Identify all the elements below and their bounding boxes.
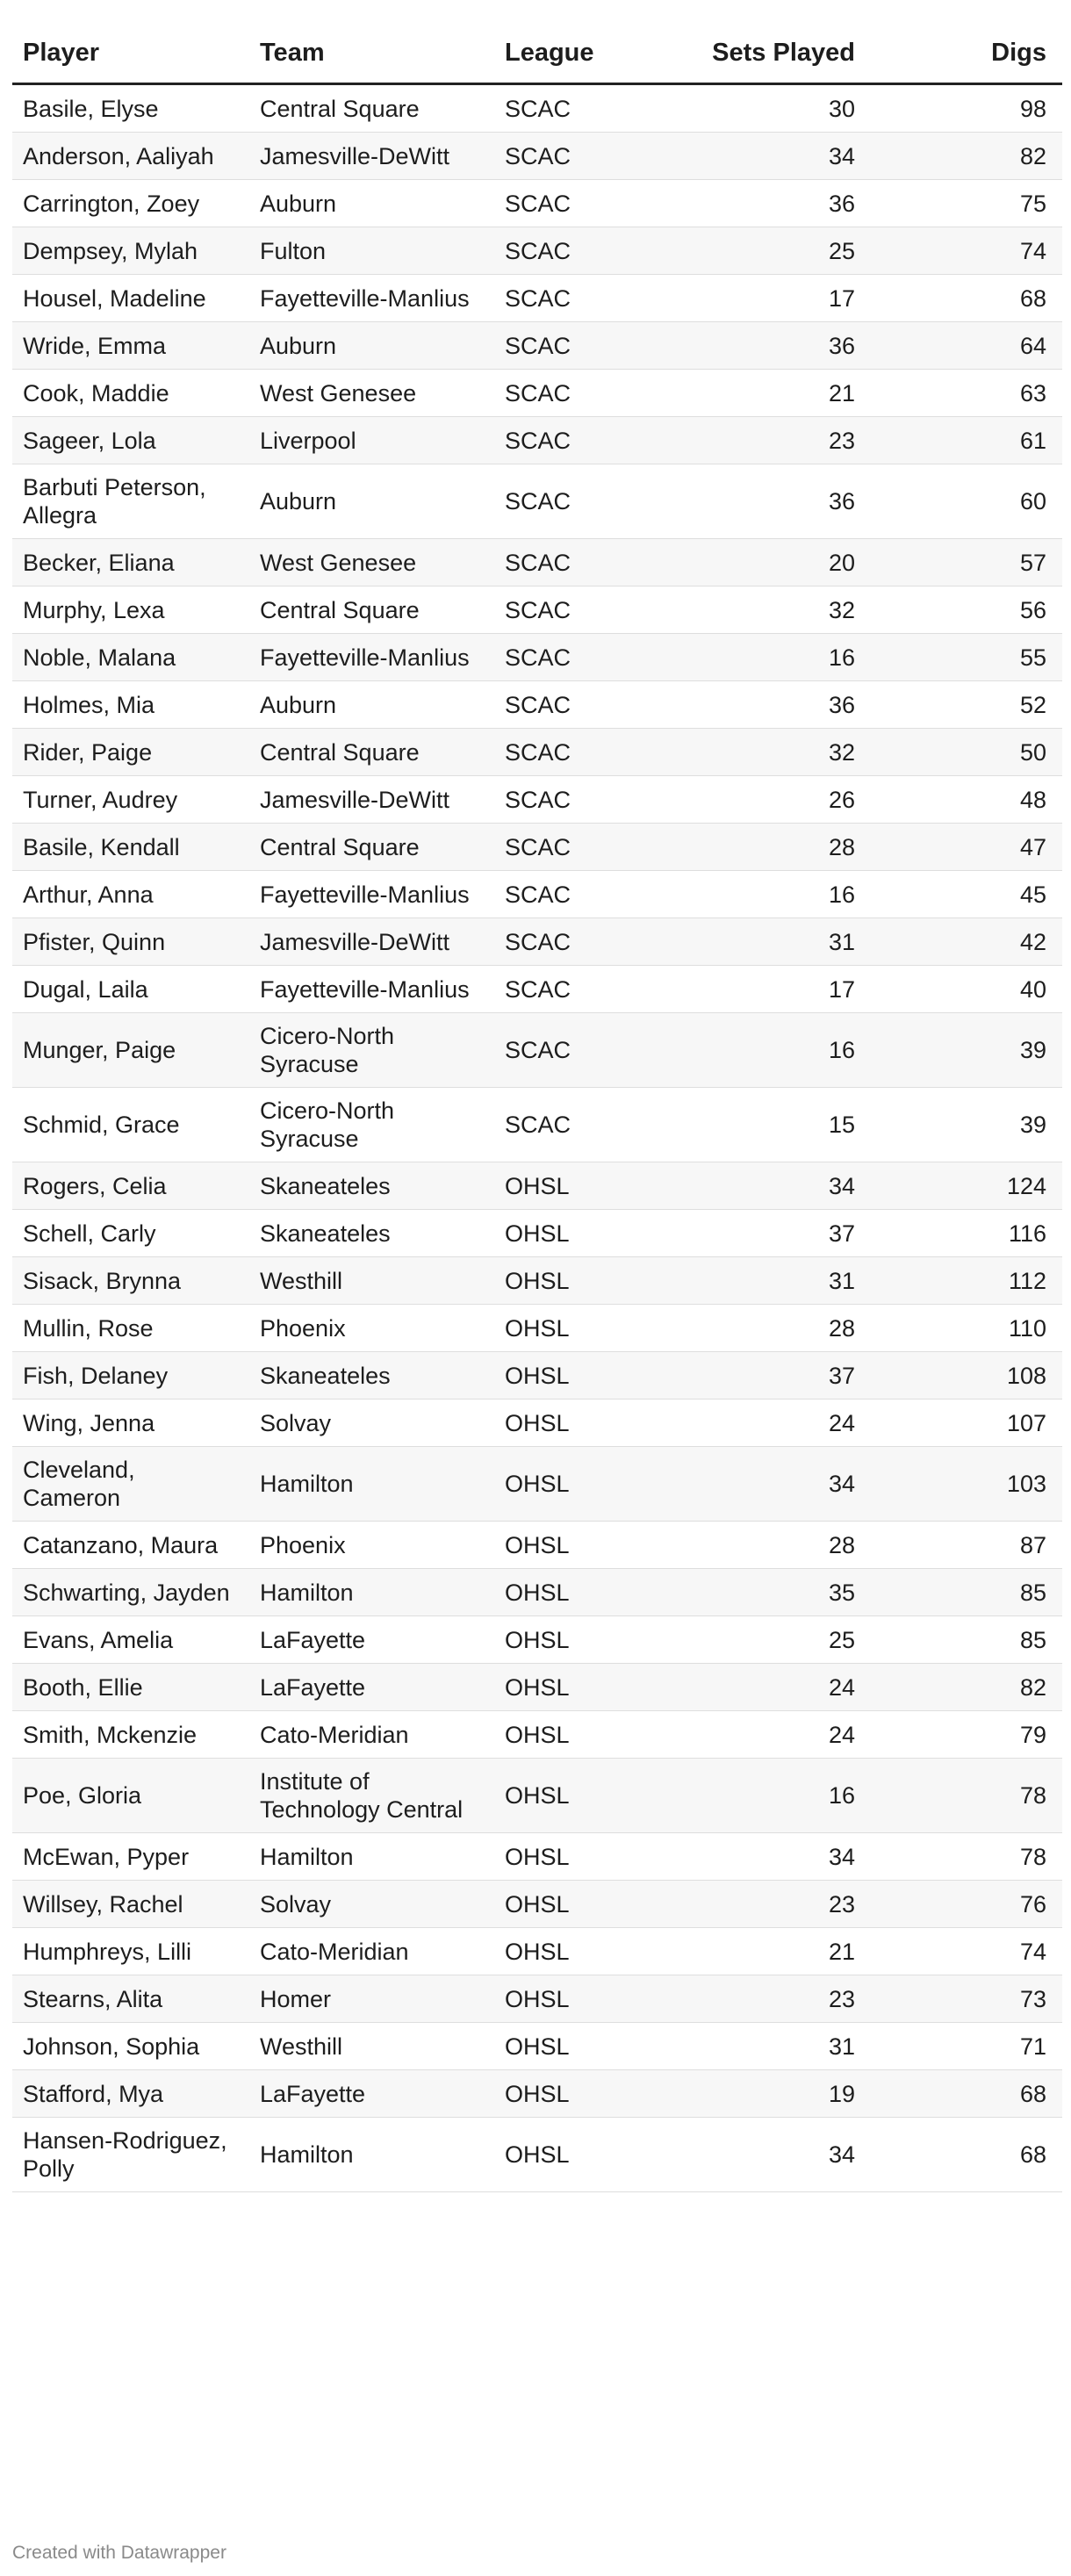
column-header-league[interactable]: League	[494, 21, 682, 84]
cell-sets-played: 23	[682, 1881, 871, 1928]
cell-player: Wing, Jenna	[12, 1400, 249, 1447]
cell-league: OHSL	[494, 1975, 682, 2023]
table-row	[12, 180, 1062, 227]
table-row	[12, 417, 1062, 464]
cell-sets-played: 17	[682, 966, 871, 1013]
cell-digs: 82	[871, 133, 1062, 180]
cell-team: Fayetteville-Manlius	[249, 966, 494, 1013]
cell-team: Central Square	[249, 824, 494, 871]
table-row	[12, 1400, 1062, 1447]
cell-league: SCAC	[494, 227, 682, 275]
cell-digs: 82	[871, 1664, 1062, 1711]
cell-player: Pfister, Quinn	[12, 918, 249, 966]
cell-player: Basile, Kendall	[12, 824, 249, 871]
cell-player: Hansen-Rodriguez, Polly	[12, 2118, 249, 2192]
cell-team: West Genesee	[249, 370, 494, 417]
cell-team: Cato-Meridian	[249, 1711, 494, 1759]
cell-team: Central Square	[249, 586, 494, 634]
table-row	[12, 681, 1062, 729]
cell-digs: 55	[871, 634, 1062, 681]
cell-team: Cicero-North Syracuse	[249, 1088, 494, 1162]
cell-digs: 98	[871, 84, 1062, 133]
table-row	[12, 227, 1062, 275]
column-header-digs[interactable]: Digs	[871, 21, 1062, 84]
cell-digs: 56	[871, 586, 1062, 634]
cell-sets-played: 28	[682, 1522, 871, 1569]
cell-digs: 39	[871, 1013, 1062, 1088]
cell-team: Hamilton	[249, 1833, 494, 1881]
table-row	[12, 1305, 1062, 1352]
cell-league: OHSL	[494, 1447, 682, 1522]
table-row	[12, 322, 1062, 370]
cell-team: Auburn	[249, 464, 494, 539]
table-row	[12, 918, 1062, 966]
cell-digs: 75	[871, 180, 1062, 227]
cell-digs: 39	[871, 1088, 1062, 1162]
cell-sets-played: 32	[682, 729, 871, 776]
cell-digs: 124	[871, 1162, 1062, 1210]
cell-team: LaFayette	[249, 1616, 494, 1664]
data-table-container	[12, 21, 1062, 2192]
cell-league: OHSL	[494, 2118, 682, 2192]
cell-digs: 57	[871, 539, 1062, 586]
column-header-player[interactable]: Player	[12, 21, 249, 84]
cell-digs: 71	[871, 2023, 1062, 2070]
cell-player: Dempsey, Mylah	[12, 227, 249, 275]
cell-digs: 60	[871, 464, 1062, 539]
cell-league: OHSL	[494, 1257, 682, 1305]
table-row	[12, 1711, 1062, 1759]
table-row	[12, 464, 1062, 539]
table-row	[12, 539, 1062, 586]
cell-player: Cleveland, Cameron	[12, 1447, 249, 1522]
cell-league: SCAC	[494, 370, 682, 417]
table-row	[12, 2070, 1062, 2118]
cell-sets-played: 23	[682, 1975, 871, 2023]
cell-team: Hamilton	[249, 1447, 494, 1522]
cell-team: Institute of Technology Central	[249, 1759, 494, 1833]
cell-sets-played: 31	[682, 2023, 871, 2070]
cell-digs: 85	[871, 1616, 1062, 1664]
cell-league: SCAC	[494, 417, 682, 464]
cell-team: Homer	[249, 1975, 494, 2023]
cell-team: Phoenix	[249, 1305, 494, 1352]
table-row	[12, 871, 1062, 918]
cell-league: OHSL	[494, 1664, 682, 1711]
table-row	[12, 275, 1062, 322]
table-row	[12, 1928, 1062, 1975]
cell-sets-played: 31	[682, 918, 871, 966]
cell-team: Auburn	[249, 180, 494, 227]
cell-league: SCAC	[494, 824, 682, 871]
cell-player: Turner, Audrey	[12, 776, 249, 824]
cell-team: Hamilton	[249, 1569, 494, 1616]
cell-player: Evans, Amelia	[12, 1616, 249, 1664]
cell-league: SCAC	[494, 729, 682, 776]
cell-team: Liverpool	[249, 417, 494, 464]
table-row	[12, 776, 1062, 824]
table-row	[12, 1013, 1062, 1088]
cell-sets-played: 15	[682, 1088, 871, 1162]
cell-player: Munger, Paige	[12, 1013, 249, 1088]
cell-league: OHSL	[494, 1616, 682, 1664]
cell-digs: 112	[871, 1257, 1062, 1305]
cell-team: Central Square	[249, 84, 494, 133]
cell-league: OHSL	[494, 1352, 682, 1400]
cell-player: Mullin, Rose	[12, 1305, 249, 1352]
cell-sets-played: 16	[682, 1013, 871, 1088]
cell-player: Schell, Carly	[12, 1210, 249, 1257]
cell-digs: 78	[871, 1833, 1062, 1881]
cell-digs: 79	[871, 1711, 1062, 1759]
table-row	[12, 729, 1062, 776]
cell-league: SCAC	[494, 275, 682, 322]
cell-league: SCAC	[494, 1088, 682, 1162]
cell-sets-played: 37	[682, 1352, 871, 1400]
cell-digs: 68	[871, 275, 1062, 322]
cell-league: SCAC	[494, 634, 682, 681]
cell-sets-played: 36	[682, 681, 871, 729]
cell-player: Murphy, Lexa	[12, 586, 249, 634]
cell-team: Solvay	[249, 1881, 494, 1928]
cell-league: OHSL	[494, 1162, 682, 1210]
cell-team: Fayetteville-Manlius	[249, 871, 494, 918]
cell-sets-played: 34	[682, 1833, 871, 1881]
table-row	[12, 1162, 1062, 1210]
cell-digs: 42	[871, 918, 1062, 966]
cell-digs: 74	[871, 1928, 1062, 1975]
cell-player: Anderson, Aaliyah	[12, 133, 249, 180]
table-row	[12, 1088, 1062, 1162]
cell-league: OHSL	[494, 1305, 682, 1352]
cell-player: Cook, Maddie	[12, 370, 249, 417]
table-row	[12, 966, 1062, 1013]
cell-sets-played: 34	[682, 133, 871, 180]
cell-digs: 52	[871, 681, 1062, 729]
cell-player: Becker, Eliana	[12, 539, 249, 586]
cell-player: Rogers, Celia	[12, 1162, 249, 1210]
cell-digs: 68	[871, 2118, 1062, 2192]
cell-sets-played: 28	[682, 824, 871, 871]
cell-team: LaFayette	[249, 2070, 494, 2118]
cell-player: Stearns, Alita	[12, 1975, 249, 2023]
cell-league: OHSL	[494, 1711, 682, 1759]
cell-league: OHSL	[494, 1522, 682, 1569]
cell-team: Auburn	[249, 681, 494, 729]
table-row	[12, 2118, 1062, 2192]
cell-player: Sisack, Brynna	[12, 1257, 249, 1305]
cell-team: Fayetteville-Manlius	[249, 275, 494, 322]
cell-player: Smith, Mckenzie	[12, 1711, 249, 1759]
cell-sets-played: 37	[682, 1210, 871, 1257]
cell-sets-played: 16	[682, 634, 871, 681]
cell-league: OHSL	[494, 1400, 682, 1447]
cell-league: SCAC	[494, 180, 682, 227]
cell-sets-played: 19	[682, 2070, 871, 2118]
cell-sets-played: 23	[682, 417, 871, 464]
cell-league: SCAC	[494, 322, 682, 370]
cell-digs: 47	[871, 824, 1062, 871]
cell-sets-played: 24	[682, 1711, 871, 1759]
cell-sets-played: 35	[682, 1569, 871, 1616]
cell-player: Noble, Malana	[12, 634, 249, 681]
cell-player: Schmid, Grace	[12, 1088, 249, 1162]
column-header-sets-played[interactable]: Sets Played	[682, 21, 871, 84]
cell-league: SCAC	[494, 1013, 682, 1088]
cell-team: LaFayette	[249, 1664, 494, 1711]
cell-league: SCAC	[494, 966, 682, 1013]
table-row	[12, 1759, 1062, 1833]
cell-digs: 103	[871, 1447, 1062, 1522]
table-row	[12, 2023, 1062, 2070]
stats-table	[12, 21, 1062, 2192]
column-header-team[interactable]: Team	[249, 21, 494, 84]
cell-digs: 63	[871, 370, 1062, 417]
cell-digs: 61	[871, 417, 1062, 464]
cell-digs: 45	[871, 871, 1062, 918]
cell-league: OHSL	[494, 1569, 682, 1616]
cell-league: SCAC	[494, 133, 682, 180]
cell-digs: 40	[871, 966, 1062, 1013]
cell-digs: 78	[871, 1759, 1062, 1833]
table-row	[12, 370, 1062, 417]
cell-team: Westhill	[249, 2023, 494, 2070]
cell-team: Hamilton	[249, 2118, 494, 2192]
cell-league: OHSL	[494, 1759, 682, 1833]
cell-sets-played: 20	[682, 539, 871, 586]
cell-player: Carrington, Zoey	[12, 180, 249, 227]
cell-sets-played: 31	[682, 1257, 871, 1305]
cell-sets-played: 17	[682, 275, 871, 322]
table-row	[12, 1447, 1062, 1522]
datawrapper-credit: Created with Datawrapper	[12, 2543, 226, 2563]
cell-team: Central Square	[249, 729, 494, 776]
cell-sets-played: 30	[682, 84, 871, 133]
cell-team: Auburn	[249, 322, 494, 370]
cell-team: Cato-Meridian	[249, 1928, 494, 1975]
cell-league: OHSL	[494, 2023, 682, 2070]
cell-player: Barbuti Peterson, Allegra	[12, 464, 249, 539]
cell-league: OHSL	[494, 1833, 682, 1881]
cell-sets-played: 36	[682, 322, 871, 370]
cell-player: Rider, Paige	[12, 729, 249, 776]
cell-sets-played: 36	[682, 180, 871, 227]
cell-sets-played: 16	[682, 871, 871, 918]
cell-league: SCAC	[494, 871, 682, 918]
cell-league: SCAC	[494, 918, 682, 966]
cell-sets-played: 28	[682, 1305, 871, 1352]
cell-league: SCAC	[494, 586, 682, 634]
cell-digs: 48	[871, 776, 1062, 824]
table-row	[12, 1833, 1062, 1881]
cell-team: Solvay	[249, 1400, 494, 1447]
cell-digs: 73	[871, 1975, 1062, 2023]
table-row	[12, 1257, 1062, 1305]
table-header-row	[12, 21, 1062, 84]
cell-league: OHSL	[494, 1881, 682, 1928]
table-row	[12, 133, 1062, 180]
cell-player: Fish, Delaney	[12, 1352, 249, 1400]
cell-digs: 87	[871, 1522, 1062, 1569]
table-row	[12, 1975, 1062, 2023]
table-row	[12, 84, 1062, 133]
table-row	[12, 1352, 1062, 1400]
cell-sets-played: 25	[682, 227, 871, 275]
cell-league: OHSL	[494, 2070, 682, 2118]
cell-player: Poe, Gloria	[12, 1759, 249, 1833]
cell-team: West Genesee	[249, 539, 494, 586]
table-body	[12, 84, 1062, 2192]
cell-player: Arthur, Anna	[12, 871, 249, 918]
table-row	[12, 824, 1062, 871]
table-row	[12, 1522, 1062, 1569]
cell-team: Skaneateles	[249, 1352, 494, 1400]
cell-digs: 74	[871, 227, 1062, 275]
cell-player: McEwan, Pyper	[12, 1833, 249, 1881]
cell-player: Holmes, Mia	[12, 681, 249, 729]
cell-sets-played: 21	[682, 370, 871, 417]
cell-player: Booth, Ellie	[12, 1664, 249, 1711]
cell-player: Johnson, Sophia	[12, 2023, 249, 2070]
cell-digs: 85	[871, 1569, 1062, 1616]
cell-sets-played: 24	[682, 1664, 871, 1711]
table-row	[12, 1569, 1062, 1616]
cell-sets-played: 25	[682, 1616, 871, 1664]
cell-sets-played: 24	[682, 1400, 871, 1447]
cell-team: Jamesville-DeWitt	[249, 133, 494, 180]
cell-league: SCAC	[494, 464, 682, 539]
cell-player: Willsey, Rachel	[12, 1881, 249, 1928]
cell-sets-played: 32	[682, 586, 871, 634]
cell-player: Dugal, Laila	[12, 966, 249, 1013]
table-row	[12, 1210, 1062, 1257]
cell-digs: 107	[871, 1400, 1062, 1447]
cell-team: Cicero-North Syracuse	[249, 1013, 494, 1088]
cell-league: SCAC	[494, 776, 682, 824]
cell-sets-played: 21	[682, 1928, 871, 1975]
cell-digs: 50	[871, 729, 1062, 776]
cell-league: SCAC	[494, 84, 682, 133]
table-row	[12, 1664, 1062, 1711]
cell-player: Sageer, Lola	[12, 417, 249, 464]
cell-league: OHSL	[494, 1210, 682, 1257]
cell-sets-played: 34	[682, 1447, 871, 1522]
cell-digs: 64	[871, 322, 1062, 370]
cell-team: Westhill	[249, 1257, 494, 1305]
cell-sets-played: 36	[682, 464, 871, 539]
cell-team: Phoenix	[249, 1522, 494, 1569]
cell-sets-played: 26	[682, 776, 871, 824]
table-row	[12, 1881, 1062, 1928]
cell-player: Basile, Elyse	[12, 84, 249, 133]
cell-team: Fayetteville-Manlius	[249, 634, 494, 681]
table-row	[12, 586, 1062, 634]
cell-player: Schwarting, Jayden	[12, 1569, 249, 1616]
cell-team: Fulton	[249, 227, 494, 275]
cell-digs: 116	[871, 1210, 1062, 1257]
cell-team: Jamesville-DeWitt	[249, 918, 494, 966]
cell-digs: 76	[871, 1881, 1062, 1928]
cell-player: Housel, Madeline	[12, 275, 249, 322]
cell-player: Wride, Emma	[12, 322, 249, 370]
cell-team: Skaneateles	[249, 1210, 494, 1257]
cell-league: SCAC	[494, 539, 682, 586]
cell-league: SCAC	[494, 681, 682, 729]
table-row	[12, 1616, 1062, 1664]
cell-digs: 108	[871, 1352, 1062, 1400]
cell-player: Catanzano, Maura	[12, 1522, 249, 1569]
cell-sets-played: 34	[682, 1162, 871, 1210]
cell-player: Stafford, Mya	[12, 2070, 249, 2118]
cell-league: OHSL	[494, 1928, 682, 1975]
cell-player: Humphreys, Lilli	[12, 1928, 249, 1975]
cell-digs: 110	[871, 1305, 1062, 1352]
table-row	[12, 634, 1062, 681]
cell-team: Jamesville-DeWitt	[249, 776, 494, 824]
cell-sets-played: 34	[682, 2118, 871, 2192]
cell-digs: 68	[871, 2070, 1062, 2118]
cell-sets-played: 16	[682, 1759, 871, 1833]
cell-team: Skaneateles	[249, 1162, 494, 1210]
